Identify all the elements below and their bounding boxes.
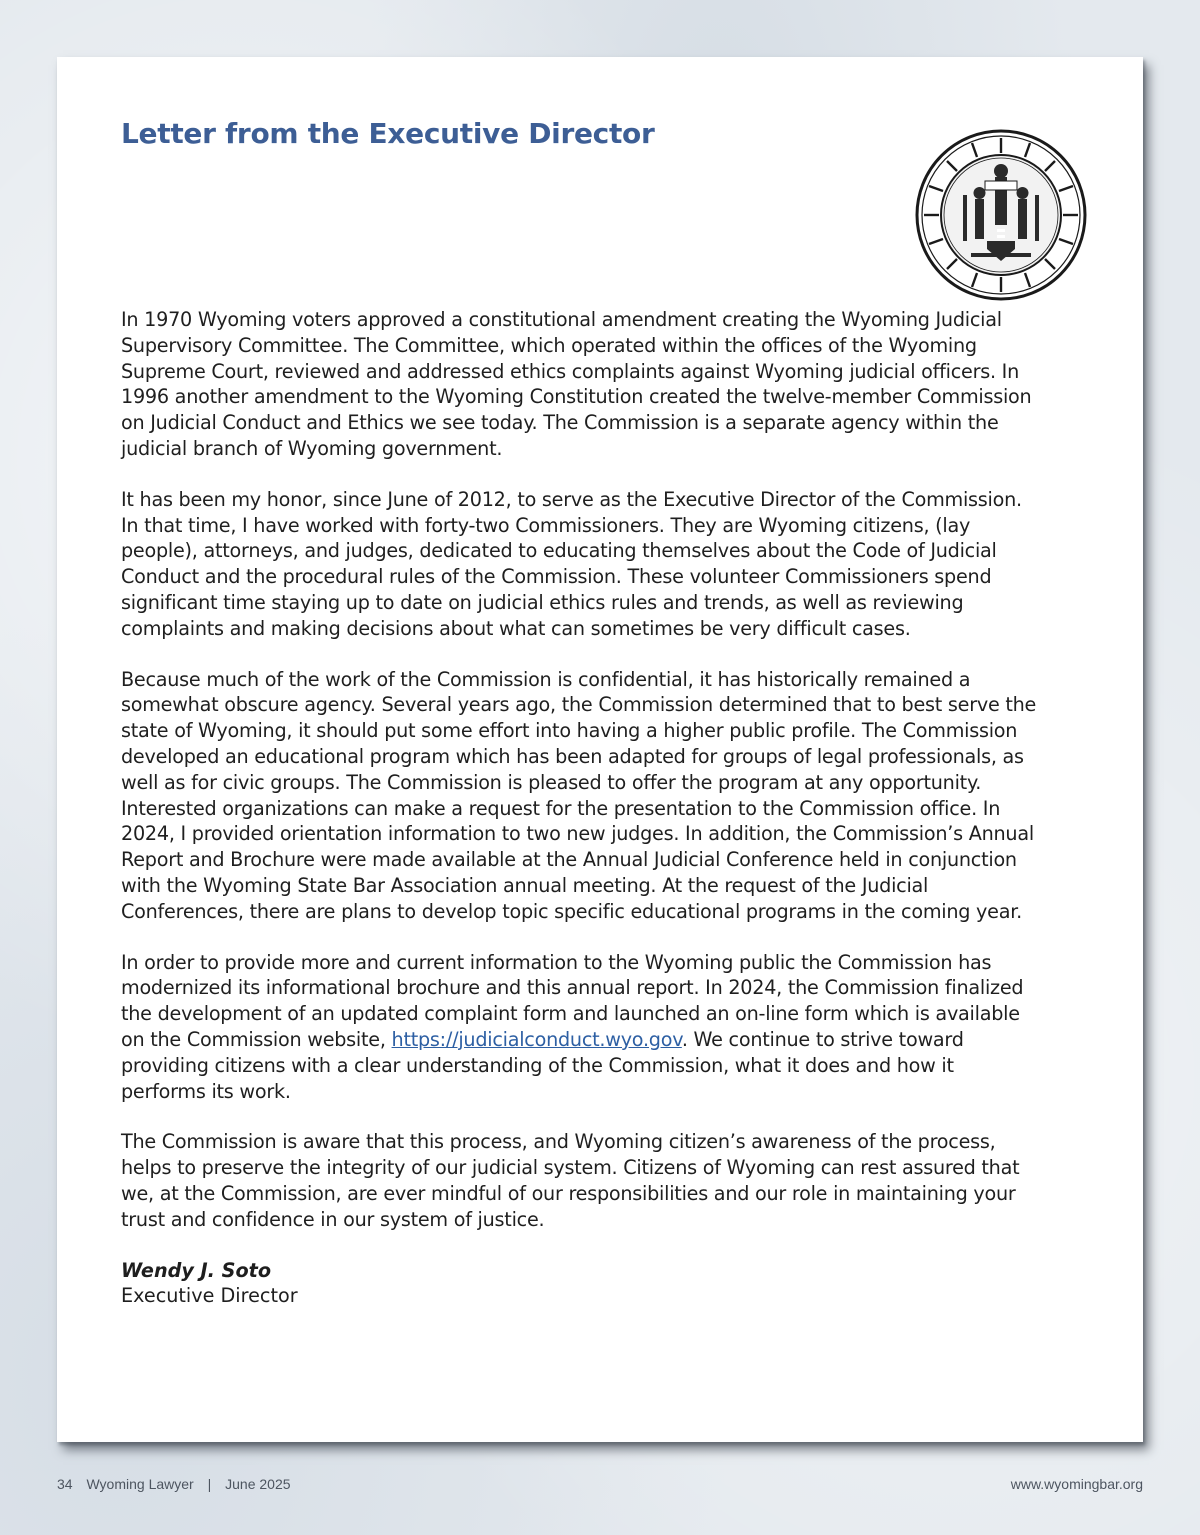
signature-block bbox=[121, 1258, 1041, 1310]
letter-body bbox=[121, 307, 1041, 1309]
page-title: Letter from the Executive Director bbox=[121, 117, 655, 150]
letter-paragraph-1: In 1970 Wyoming voters approved a constitutional amendment creating the Wyoming Judicial Supervisory Committee. The Committee, which operated within the offices of the Wyoming Supreme Court, reviewed and addressed ethics complaints against Wyoming judicial officers. In 1996 another amendment to the Wyoming Constitution created the twelve-member Commission on Judicial Conduct and Ethics we see today. The Commission is a separate agency within the judicial branch of Wyoming government. bbox=[121, 308, 1032, 460]
footer-website[interactable]: www.wyomingbar.org bbox=[1010, 1476, 1143, 1492]
letter-paragraph-5: The Commission is aware that this process, and Wyoming citizen’s awareness of the process, helps to preserve the integrity of our judicial system. Citizens of Wyoming can rest assured that we, at the Commission, are ever mindful of our responsibilities and our role in maintaining your trust and confidence in our system of justice. bbox=[121, 1130, 1020, 1231]
state-seal-icon bbox=[915, 129, 1087, 301]
signature-name: Wendy J. Soto bbox=[121, 1258, 271, 1282]
footer-left bbox=[57, 1476, 301, 1492]
page-sheet bbox=[57, 57, 1143, 1442]
letter-paragraph-3: Because much of the work of the Commission is confidential, it has historically remained a somewhat obscure agency. Several years ago, the Commission determined that to best serve the state of Wyoming, it should put some effort into having a higher public profile. The Commission developed an educational program which has been adapted for groups of legal professionals, as well as for civic groups. The Commission is pleased to offer the program at any opportunity. Interested organizations can make a request for the presentation to the Commission office. In 2024, I provided orientation information to two new judges. In addition, the Commission’s Annual Report and Brochure were made available at the Annual Judicial Conference held in conjunction with the Wyoming State Bar Association annual meeting. At the request of the Judicial Conferences, there are plans to develop topic specific educational programs in the coming year. bbox=[121, 667, 1037, 923]
footer-publication: Wyoming Lawyer bbox=[86, 1476, 194, 1492]
paragraph-4-text-end: . We continue to strive toward providing citizens with a clear understanding of the Commission, what it does and how it performs its work. bbox=[121, 1027, 964, 1103]
footer-separator: | bbox=[207, 1476, 212, 1492]
signature-title: Executive Director bbox=[121, 1284, 298, 1308]
paragraph-4-text-start: In order to provide more and current information to the Wyoming public the Commission has modernized its informational brochure and this annual report. In 2024, the Commission finalized the development of an updated complaint form and launched an on-line form which is available on the Commission website, bbox=[121, 950, 1024, 1051]
commission-website-link[interactable]: https://judicialconduct.wyo.gov bbox=[391, 1027, 682, 1051]
letter-paragraph-4 bbox=[121, 950, 1041, 1105]
footer-issue: June 2025 bbox=[225, 1476, 291, 1492]
letter-paragraph-2: It has been my honor, since June of 2012, to serve as the Executive Director of the Commission. In that time, I have worked with forty-two Commissioners. They are Wyoming citizens, (lay people), attorneys, and judges, dedicated to educating themselves about the Code of Judicial Conduct and the procedural rules of the Commission. These volunteer Commissioners spend significant time staying up to date on judicial ethics rules and trends, as well as reviewing complaints and making decisions about what can sometimes be very difficult cases. bbox=[121, 487, 1022, 640]
footer-page-number: 34 bbox=[57, 1476, 73, 1492]
